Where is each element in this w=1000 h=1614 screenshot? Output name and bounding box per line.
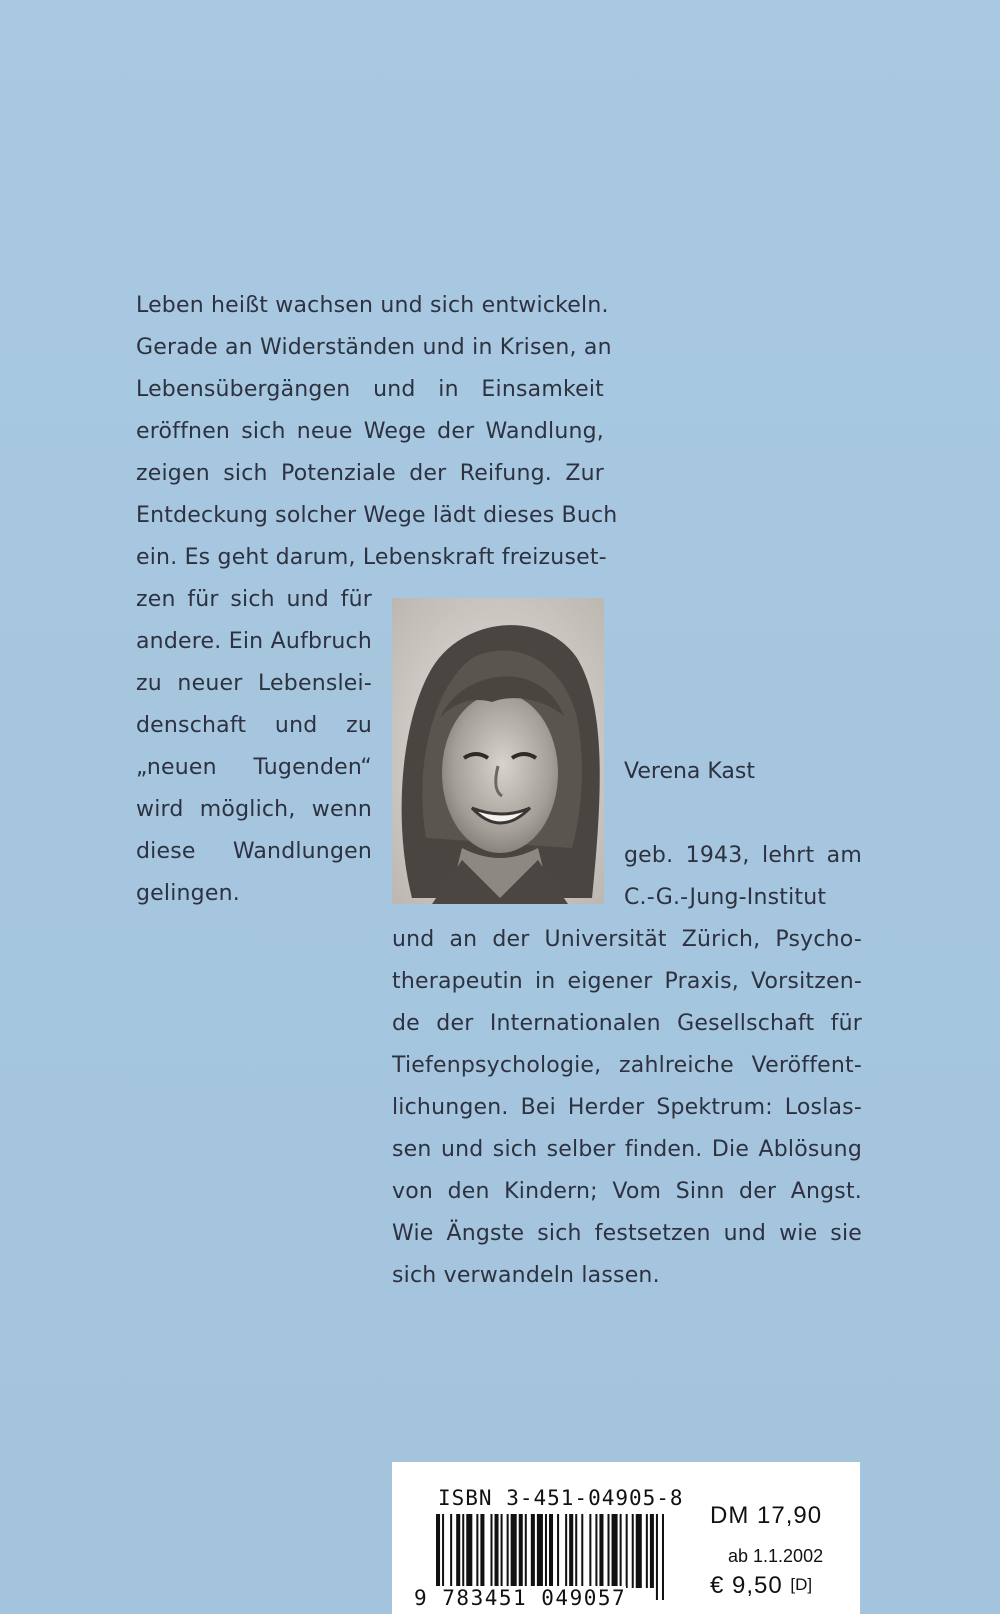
bio-line: therapeutin in eigener Praxis, Vorsitzen- xyxy=(392,969,862,994)
barcode-bar xyxy=(646,1514,648,1588)
blurb-line: Entdeckung solcher Wege lädt dieses Buch xyxy=(136,503,618,528)
barcode-bar xyxy=(589,1514,591,1588)
barcode-bar xyxy=(519,1514,523,1588)
barcode-bar xyxy=(626,1514,628,1588)
blurb-line: wird möglich, wenn xyxy=(136,797,372,822)
barcode-bar xyxy=(476,1514,478,1588)
barcode-bar xyxy=(565,1514,567,1588)
author-portrait-image xyxy=(392,598,604,904)
ean-number: 9 783451 049057 xyxy=(414,1586,627,1610)
isbn-number: ISBN 3-451-04905-8 xyxy=(438,1486,684,1510)
barcode-bar xyxy=(662,1514,664,1600)
barcode-bar xyxy=(490,1514,492,1588)
barcode-bar xyxy=(531,1514,535,1588)
blurb-line: zu neuer Lebenslei- xyxy=(136,671,372,696)
barcode-bar xyxy=(501,1514,503,1588)
blurb-line: Gerade an Widerständen und in Krisen, an xyxy=(136,335,612,360)
price-dm: DM 17,90 xyxy=(710,1502,823,1529)
price-euro-value: € 9,50 xyxy=(710,1572,783,1599)
bio-line: lichungen. Bei Herder Spektrum: Loslas- xyxy=(392,1095,862,1120)
bio-line: sen und sich selber finden. Die Ablösung xyxy=(392,1137,862,1162)
barcode-bar xyxy=(608,1514,610,1588)
barcode-bar xyxy=(537,1514,543,1588)
barcode-price-box xyxy=(392,1462,860,1614)
barcode-bar xyxy=(495,1514,499,1588)
blurb-line: diese Wandlungen xyxy=(136,839,372,864)
barcode-bar xyxy=(480,1514,484,1588)
barcode-bar xyxy=(462,1514,464,1588)
blurb-line: „neuen Tugenden“ xyxy=(136,755,372,780)
bio-line: sich verwandeln lassen. xyxy=(392,1263,660,1288)
price-country-code: [D] xyxy=(790,1575,813,1594)
barcode-bar xyxy=(632,1514,634,1588)
bio-line: Wie Ängste sich festsetzen und wie sie xyxy=(392,1221,862,1246)
blurb-line: Lebensübergängen und in Einsamkeit xyxy=(136,377,604,402)
barcode-bar xyxy=(575,1514,577,1588)
blurb-line: gelingen. xyxy=(136,881,240,906)
blurb-line: Leben heißt wachsen und sich entwickeln. xyxy=(136,293,609,318)
bio-line: von den Kindern; Vom Sinn der Angst. xyxy=(392,1179,862,1204)
bio-line: und an der Universität Zürich, Psycho- xyxy=(392,927,862,952)
barcode-bar xyxy=(511,1514,517,1588)
barcode-bar xyxy=(466,1514,472,1588)
barcode-bar xyxy=(525,1514,527,1588)
blurb-line: andere. Ein Aufbruch xyxy=(136,629,372,654)
barcode-bar xyxy=(507,1514,509,1588)
blurb-line: zen für sich und für xyxy=(136,587,372,612)
barcode-bar xyxy=(581,1514,583,1588)
bio-line: C.-G.-Jung-Institut xyxy=(624,885,827,910)
price-valid-from: ab 1.1.2002 xyxy=(728,1546,824,1566)
bio-line: Tiefenpsychologie, zahlreiche Veröffent- xyxy=(392,1053,862,1078)
blurb-line: zeigen sich Potenziale der Reifung. Zur xyxy=(136,461,604,486)
barcode-bar xyxy=(636,1514,642,1588)
barcode-bar xyxy=(620,1514,622,1588)
barcode-bar xyxy=(450,1514,452,1588)
price-euro xyxy=(710,1572,812,1600)
barcode-bar xyxy=(569,1514,573,1588)
barcode-bar xyxy=(557,1514,559,1588)
barcode-bar xyxy=(456,1514,460,1588)
barcode-bar xyxy=(595,1514,597,1588)
bio-line: de der Internationalen Gesellschaft für xyxy=(392,1011,862,1036)
blurb-line: eröffnen sich neue Wege der Wandlung, xyxy=(136,419,604,444)
author-photo xyxy=(392,598,604,904)
barcode-bar xyxy=(650,1514,654,1588)
bio-line: geb. 1943, lehrt am xyxy=(624,843,862,868)
author-name: Verena Kast xyxy=(624,759,756,784)
blurb-line: denschaft und zu xyxy=(136,713,372,738)
barcode-bar xyxy=(545,1514,547,1588)
barcode-bar xyxy=(612,1514,618,1588)
barcode-bar xyxy=(656,1514,658,1600)
blurb-line: ein. Es geht darum, Lebenskraft freizuset- xyxy=(136,545,607,570)
barcode-bar xyxy=(599,1514,603,1588)
